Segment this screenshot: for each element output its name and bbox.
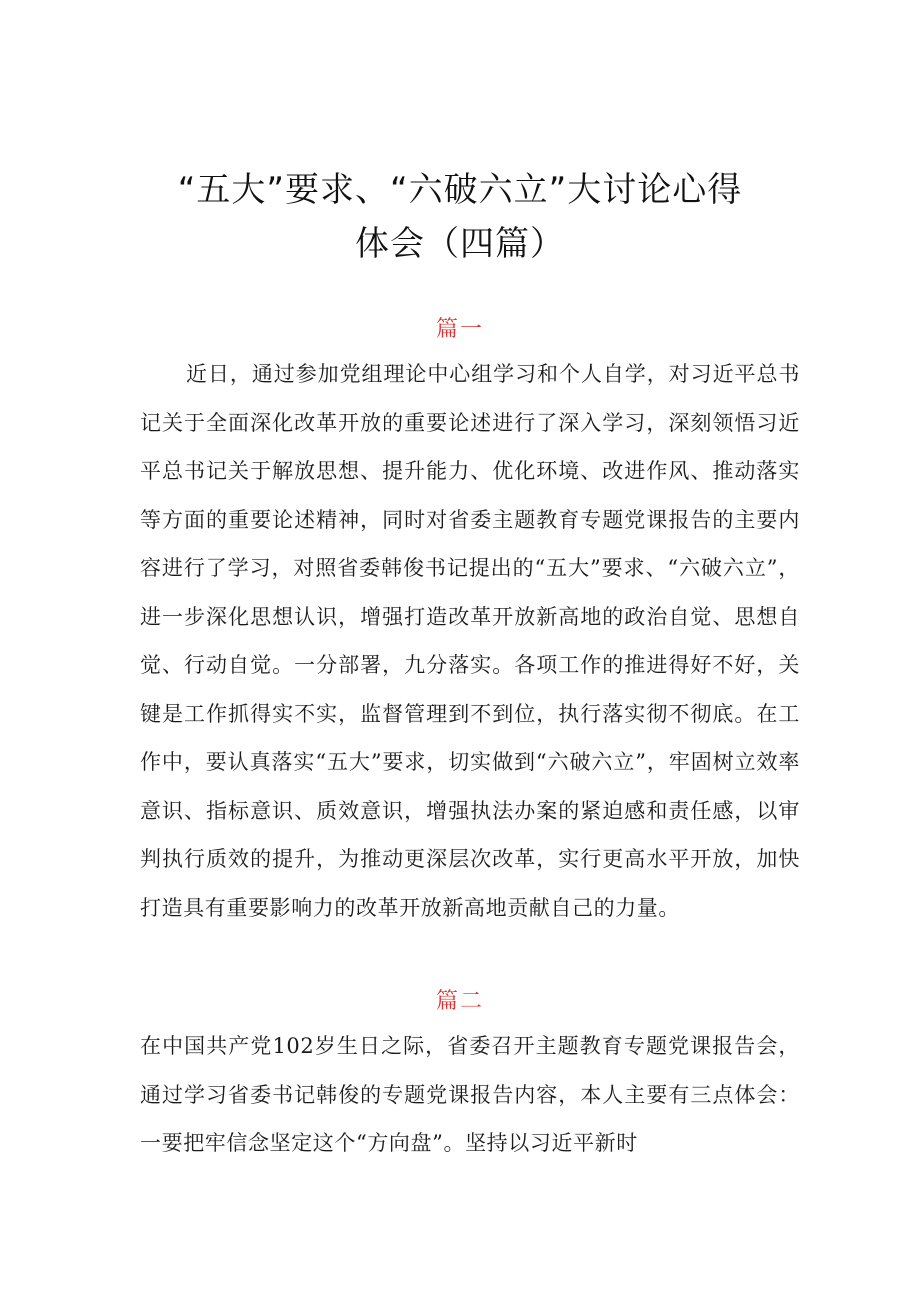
document-title-line-2: 体会（四篇）	[355, 224, 565, 264]
section-heading-1: 篇一	[435, 317, 484, 342]
section-heading-2: 篇二	[435, 989, 484, 1014]
section-body-2: 在中国共产党102岁生日之际，省委召开主题教育专题党课报告会，通过学习省委书记韩俊的专题党课报告内容，本人主要有三点体会：一要把牢信念坚定这个“方向盘”。坚持以习近平新时	[140, 1034, 800, 1155]
section-body-1: 近日，通过参加党组理论中心组学习和个人自学，对习近平总书记关于全面深化改革开放的重要论述进行了深入学习，深刻领悟习近平总书记关于解放思想、提升能力、优化环境、改进作风、推动落实等方面的重要论述精神，同时对省委主题教育专题党课报告的主要内容进行了学习，对照省委韩俊书记提出的“五大”要求、“六破六立”，进一步深化思想认识，增强打造改革开放新高地的政治自觉、思想自觉、行动自觉。一分部署，九分落实。各项工作的推进得好不好，关键是工作抓得实不实，监督管理到不到位，执行落实彻不彻底。在工作中，要认真落实“五大”要求，切实做到“六破六立”，牢固树立效率意识、指标意识、质效意识，增强执法办案的紧迫感和责任感，以审判执行质效的提升，为推动更深层次改革，实行更高水平开放，加快打造具有重要影响力的改革开放新高地贡献自己的力量。	[140, 362, 800, 920]
document-title-line-1: “五大”要求、“六破六立”大讨论心得	[177, 170, 743, 210]
